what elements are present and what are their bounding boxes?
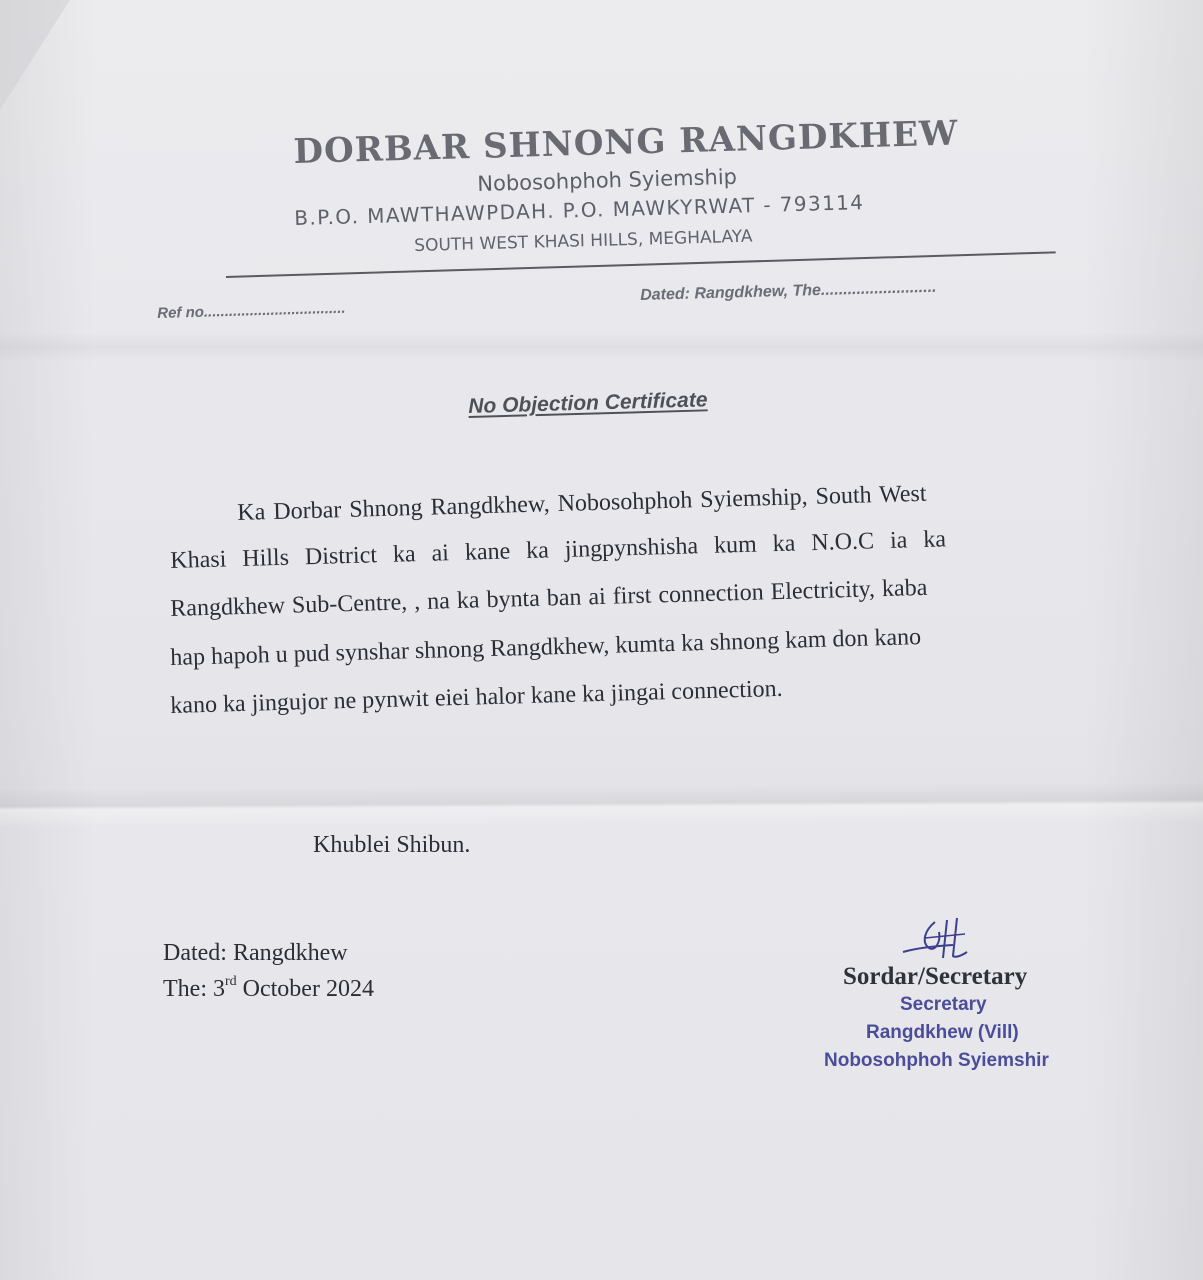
paper-fold: [0, 782, 1203, 828]
body-line: Rangdkhew Sub-Centre, , na ka bynta ban ai first connection Electricity, kaba: [170, 574, 928, 622]
closing-text: Khublei Shibun.: [313, 832, 471, 858]
date-value: [163, 976, 374, 1003]
signatory-title: Sordar/Secretary: [843, 963, 1028, 990]
date-place: Dated: Rangdkhew: [163, 940, 348, 966]
stamp-line: Rangdkhew (Vill): [866, 1022, 1019, 1043]
date-ordinal: rd: [224, 974, 237, 989]
paper-fold-top: [0, 332, 1203, 362]
date-suffix: October 2024: [236, 976, 374, 1002]
stamp-line: Secretary: [900, 994, 987, 1015]
letterhead-subtitle: Nobosohphoh Syiemship: [477, 164, 738, 196]
body-line: Ka Dorbar Shnong Rangdkhew, Nobosohphoh Syiemship, South West: [237, 480, 927, 526]
stamp-line: Nobosohphoh Syiemshir: [824, 1050, 1049, 1071]
body-line: kano ka jingujor ne pynwit eiei halor kane ka jingai connection.: [170, 675, 783, 719]
date-prefix: The: 3: [163, 976, 225, 1002]
dated-header: Dated: Rangdkhew, The..........................: [640, 278, 937, 304]
body-line: hap hapoh u pud synshar shnong Rangdkhew, kumta ka shnong kam don kano: [170, 624, 922, 671]
certificate-title: No Objection Certificate: [468, 388, 708, 418]
letterhead-rule: [226, 251, 1056, 278]
body-line: Khasi Hills District ka ai kane ka jingpynshisha kum ka N.O.C ia ka: [170, 526, 947, 574]
letterhead-address: B.P.O. MAWTHAWPDAH. P.O. MAWKYRWAT - 793114: [294, 190, 865, 230]
ref-number: Ref no..................................: [157, 299, 346, 322]
letterhead-org-name: DORBAR SHNONG RANGDKHEW: [293, 113, 959, 172]
letterhead-region: SOUTH WEST KHASI HILLS, MEGHALAYA: [414, 226, 753, 256]
folded-corner: [0, 0, 70, 110]
